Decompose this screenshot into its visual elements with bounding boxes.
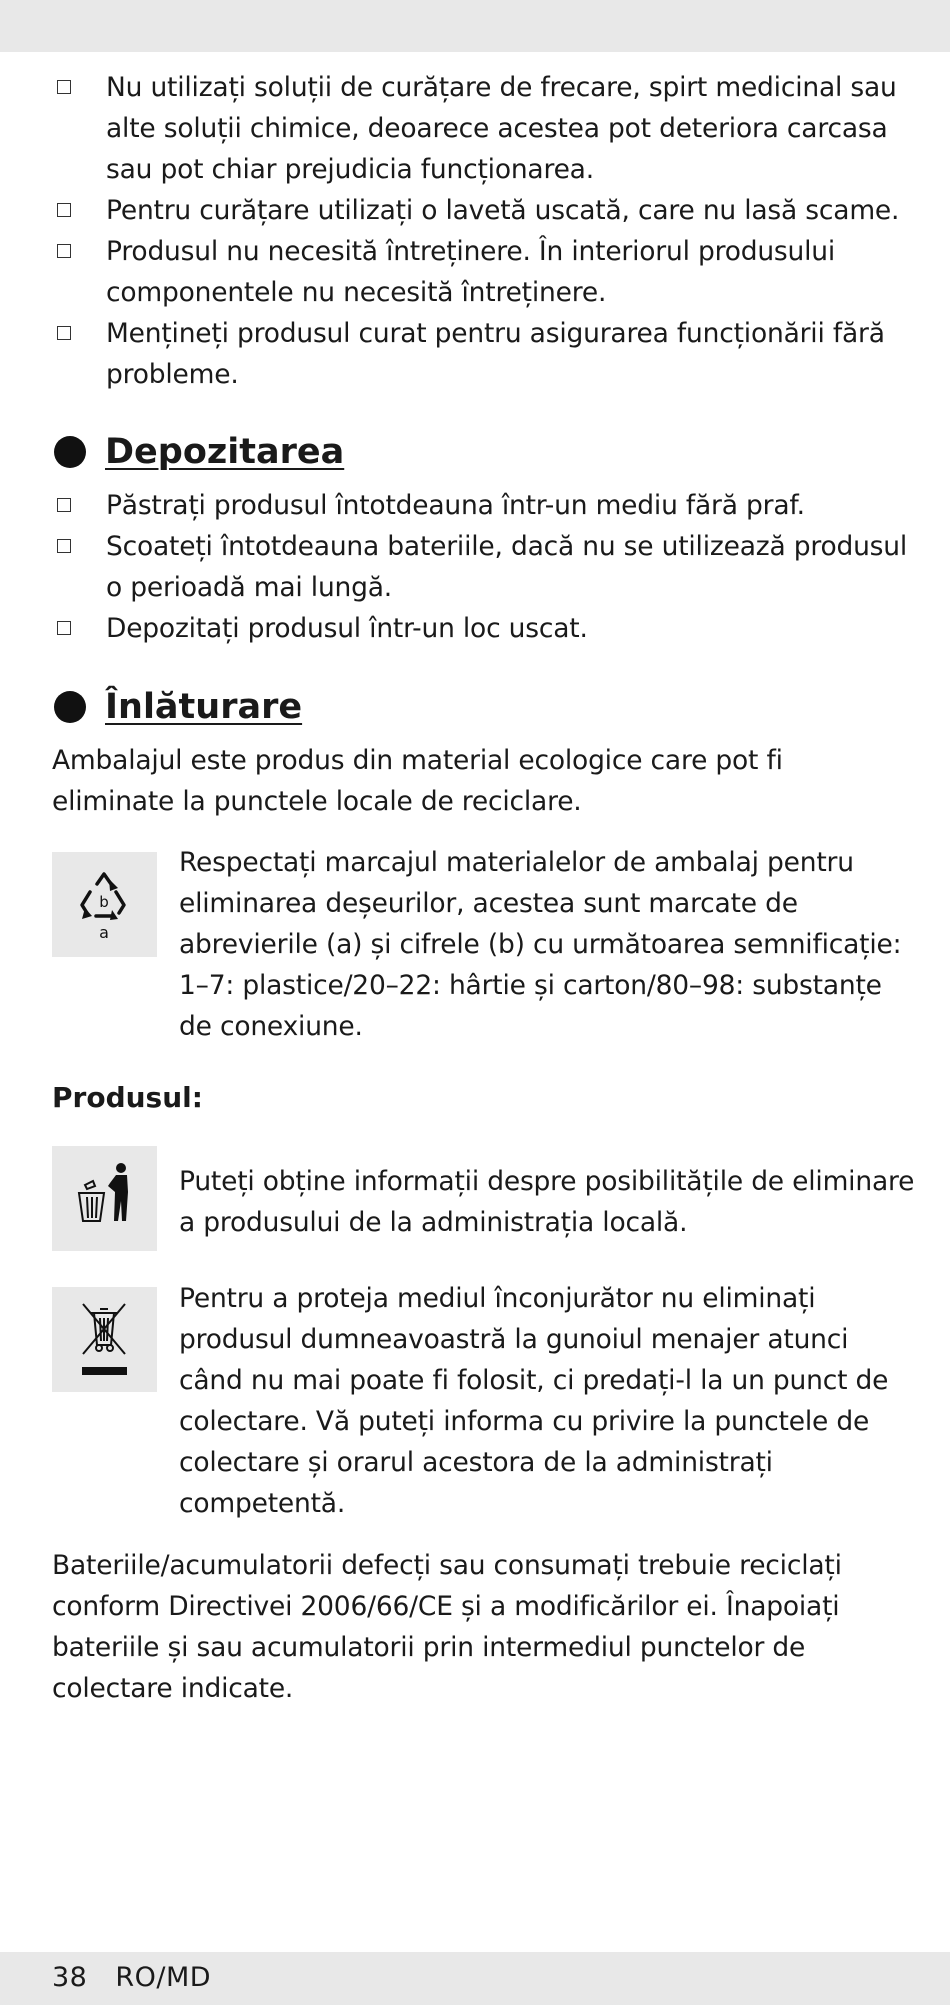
section-title: Înlăturare [105,687,303,727]
list-item: Păstrați produsul întotdeauna într-un mediu fără praf. [52,485,912,526]
page-number: 38 [52,1962,88,1993]
person-throwing-trash-icon [52,1146,157,1251]
svg-text:a: a [99,923,109,942]
product-text: Puteți obține informații despre posibilitățile de eliminare a produsului de la administrația locală. [179,1166,915,1238]
svg-text:b: b [99,893,109,911]
disposal-intro: Ambalajul este produs din material ecologice care pot fi eliminate la punctele locale de reciclare. [52,745,783,817]
list-item: Pentru curățare utilizați o lavetă uscată, care nu lasă scame. [52,190,912,231]
list-item: Produsul nu necesită întreținere. În interiorul produsului componentele nu necesită întreținere. [52,231,912,313]
weee-text: Pentru a proteja mediul înconjurător nu eliminați produsul dumneavoastră la gunoiul menajer atunci când nu mai poate fi folosit, ci predați-l la un punct de colectare. Vă puteți informa cu privire la punctele de colectare și orarul acestora de la administrați competentă. [179,1283,889,1519]
recycling-triangle-icon [52,852,157,957]
list-item: Mențineți produsul curat pentru asigurarea funcționării fără probleme. [52,313,912,395]
top-bar [0,0,950,52]
maintenance-list [52,67,912,395]
heading-bullet-icon [54,691,86,723]
storage-section [52,485,912,649]
batteries-text: Bateriile/acumulatorii defecți sau consumați trebuie reciclați conform Directivei 2006/66/CE și a modificărilor ei. Înapoiați bateriile și sau acumulatorii prin intermediul punctelor de colectare indicate. [52,1550,842,1704]
footer [52,1962,239,1994]
language-code: RO/MD [115,1962,212,1993]
storage-list [52,485,912,649]
list-item: Depozitați produsul într-un loc uscat. [52,608,912,649]
heading-bullet-icon [54,436,86,468]
crossed-out-wheelie-bin-icon [52,1287,157,1392]
product-subheading: Produsul: [52,1081,203,1114]
list-item: Nu utilizați soluții de curățare de frecare, spirt medicinal sau alte soluții chimice, deoarece acestea pot deteriora carcasa sau pot chiar prejudicia funcționarea. [52,67,912,190]
section-title: Depozitarea [105,432,345,472]
maintenance-section [52,67,912,395]
recycle-text: Respectați marcajul materialelor de ambalaj pentru eliminarea deșeurilor, acestea sunt marcate de abrevierile (a) și cifrele (b) cu următoarea semnificație: 1–7: plastice/20–22: hârtie și carton/80–98: substanțe de conexiune. [179,847,902,1042]
list-item: Scoateți întotdeauna bateriile, dacă nu se utilizează produsul o perioadă mai lungă. [52,526,912,608]
